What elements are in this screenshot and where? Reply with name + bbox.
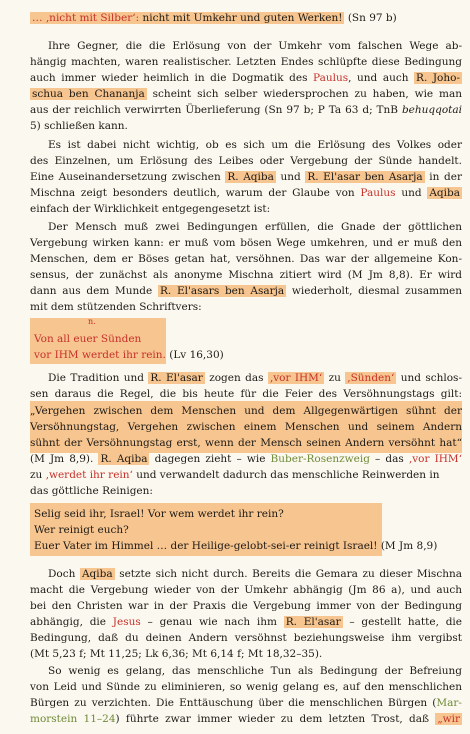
text-line-l40: Bürgen zu verzichten. Die Enttäuschung über die menschlichen Bürgen (Mar- <box>30 697 462 709</box>
text-line-l2: Ihre Gegner, die die Erlösung von der Umkehr vom falschen Wege ab- <box>48 40 462 52</box>
text-line-l36: Bedingung, daß du deinen Andern versöhnst beziehungsweise ihm vergibst <box>30 632 462 644</box>
text-line-l5: schua ben Chananja scheint sich selber wiedersprochen zu haben, wie man <box>32 88 462 100</box>
text-line-l1: … ‚nicht mit Silber‘: nicht mit Umkehr und guten Werken! (Sn 97 b) <box>32 12 397 24</box>
text-line-l12: einfach der Wirklichkeit entgegengesetzt ist: <box>30 203 271 215</box>
text-line-l24: Versöhnungstag, Vergehen zwischen einem Menschen und seinem Andern <box>30 421 462 433</box>
text-line-l33: macht die Vergebung wieder von der Umkehr abhängig (Jm 86 a), und auch <box>30 584 462 596</box>
text-line-l3: hängig machten, waren realistischer. Letzten Endes schlüpfte diese Bedingung <box>30 56 462 68</box>
text-line-l25: sühnt der Versöhnungstag erst, wenn der Mensch seinen Andern versöhnt hat“ <box>30 437 462 449</box>
text-line-l19: Von all euer Sünden <box>34 333 142 345</box>
text-line-l26: (M Jm 8,9). R. Aqiba dagegen zieht – wie Buber-Rosenzweig – das ‚vor IHM‘ <box>30 453 463 465</box>
text-line-l41: morstein 11–24) führte zwar immer wieder zu dem letzten Trost, daß „wir <box>30 713 460 725</box>
text-line-l38: So wenig es gelang, das menschliche Tun als Bedingung der Befreiung <box>48 665 462 677</box>
text-line-l31: Euer Vater im Himmel … der Heilige-gelobt-sei-er reinigt Israel! (M Jm 8,9) <box>34 540 438 552</box>
text-line-l18: mit dem stützenden Schriftvers: <box>30 301 202 313</box>
text-line-l9: des Einzelnen, um Erlösung des Leibes oder Vergebung der Sünde handelt. <box>30 155 462 167</box>
text-line-l16: sensus, der zunächst als anonyme Mischna zitiert wird (M Jm 8,8). Er wird <box>30 269 462 281</box>
text-line-l23: „Vergehen zwischen dem Menschen und dem Allgegenwärtigen sühnt der <box>30 405 462 417</box>
text-line-l29: Selig seid ihr, Israel! Vor wem werdet ihr rein? <box>34 508 284 520</box>
margin-note: n. <box>88 317 96 326</box>
text-line-l17: dann aus dem Munde R. El'asars ben Asarja wiederholt, diesmal zusammen <box>30 285 463 297</box>
text-line-l39: von Leid und Sünde zu eliminieren, so wenig gelang es, auf den menschlichen <box>30 681 462 693</box>
text-line-l13: Der Mensch muß zwei Bedingungen erfüllen, die Gnade der göttlichen <box>48 221 462 233</box>
text-line-l21: Die Tradition und R. El'asar zogen das ‚vor IHM‘ zu ‚Sünden‘ und schlos- <box>48 372 462 384</box>
text-line-l14: Vergebung wirken kann: er muß vom bösen Wege umkehren, und er muß den <box>30 237 462 249</box>
text-line-l28: das göttliche Reinigen: <box>30 485 153 497</box>
text-line-l27: zu ‚werdet ihr rein‘ und verwandelt dadurch das menschliche Reinwerden in <box>30 469 440 481</box>
text-line-l34: bei den Christen war in der Praxis die Vergebung immer von der Bedingung <box>30 600 462 612</box>
text-line-l4: auch immer wieder heimlich in die Dogmatik des Paulus, und auch R. Joho- <box>30 72 460 84</box>
text-line-l37: (Mt 5,23 f; Mt 11,25; Lk 6,36; Mt 6,14 f; Mt 18,32–35). <box>30 648 323 660</box>
text-line-l6: aus der reichlich verwirrten Überlieferung (Sn 97 b; P Ta 63 d; TnB behuqqotai <box>30 104 462 116</box>
text-line-l15: Menschen, dem er Böses getan hat, versöhnen. Das war der allgemeine Kon- <box>30 253 462 265</box>
text-line-l7: 5) schließen kann. <box>30 120 128 132</box>
text-line-l35: abhängig, die Jesus – genau wie nach ihm R. El'asar – gestellt hatte, die <box>30 616 462 628</box>
text-line-l22: sen daraus die Regel, die bis heute für die Feier des Versöhnungstags gilt: <box>30 388 462 400</box>
text-line-l10: Eine Auseinandersetzung zwischen R. Aqiba und R. El'asar ben Asarja in der <box>30 171 462 183</box>
text-line-l11: Mischna zeigt besonders deutlich, warum der Glaube von Paulus und Aqiba <box>30 187 460 199</box>
text-line-l8: Es ist dabei nicht wichtig, ob es sich um die Erlösung des Volkes oder <box>48 139 462 151</box>
text-line-l32: Doch Aqiba setzte sich nicht durch. Bereits die Gemara zu dieser Mischna <box>48 568 462 580</box>
text-line-l20: vor IHM werdet ihr rein. (Lv 16,30) <box>34 349 224 361</box>
text-line-l30: Wer reinigt euch? <box>34 524 129 536</box>
